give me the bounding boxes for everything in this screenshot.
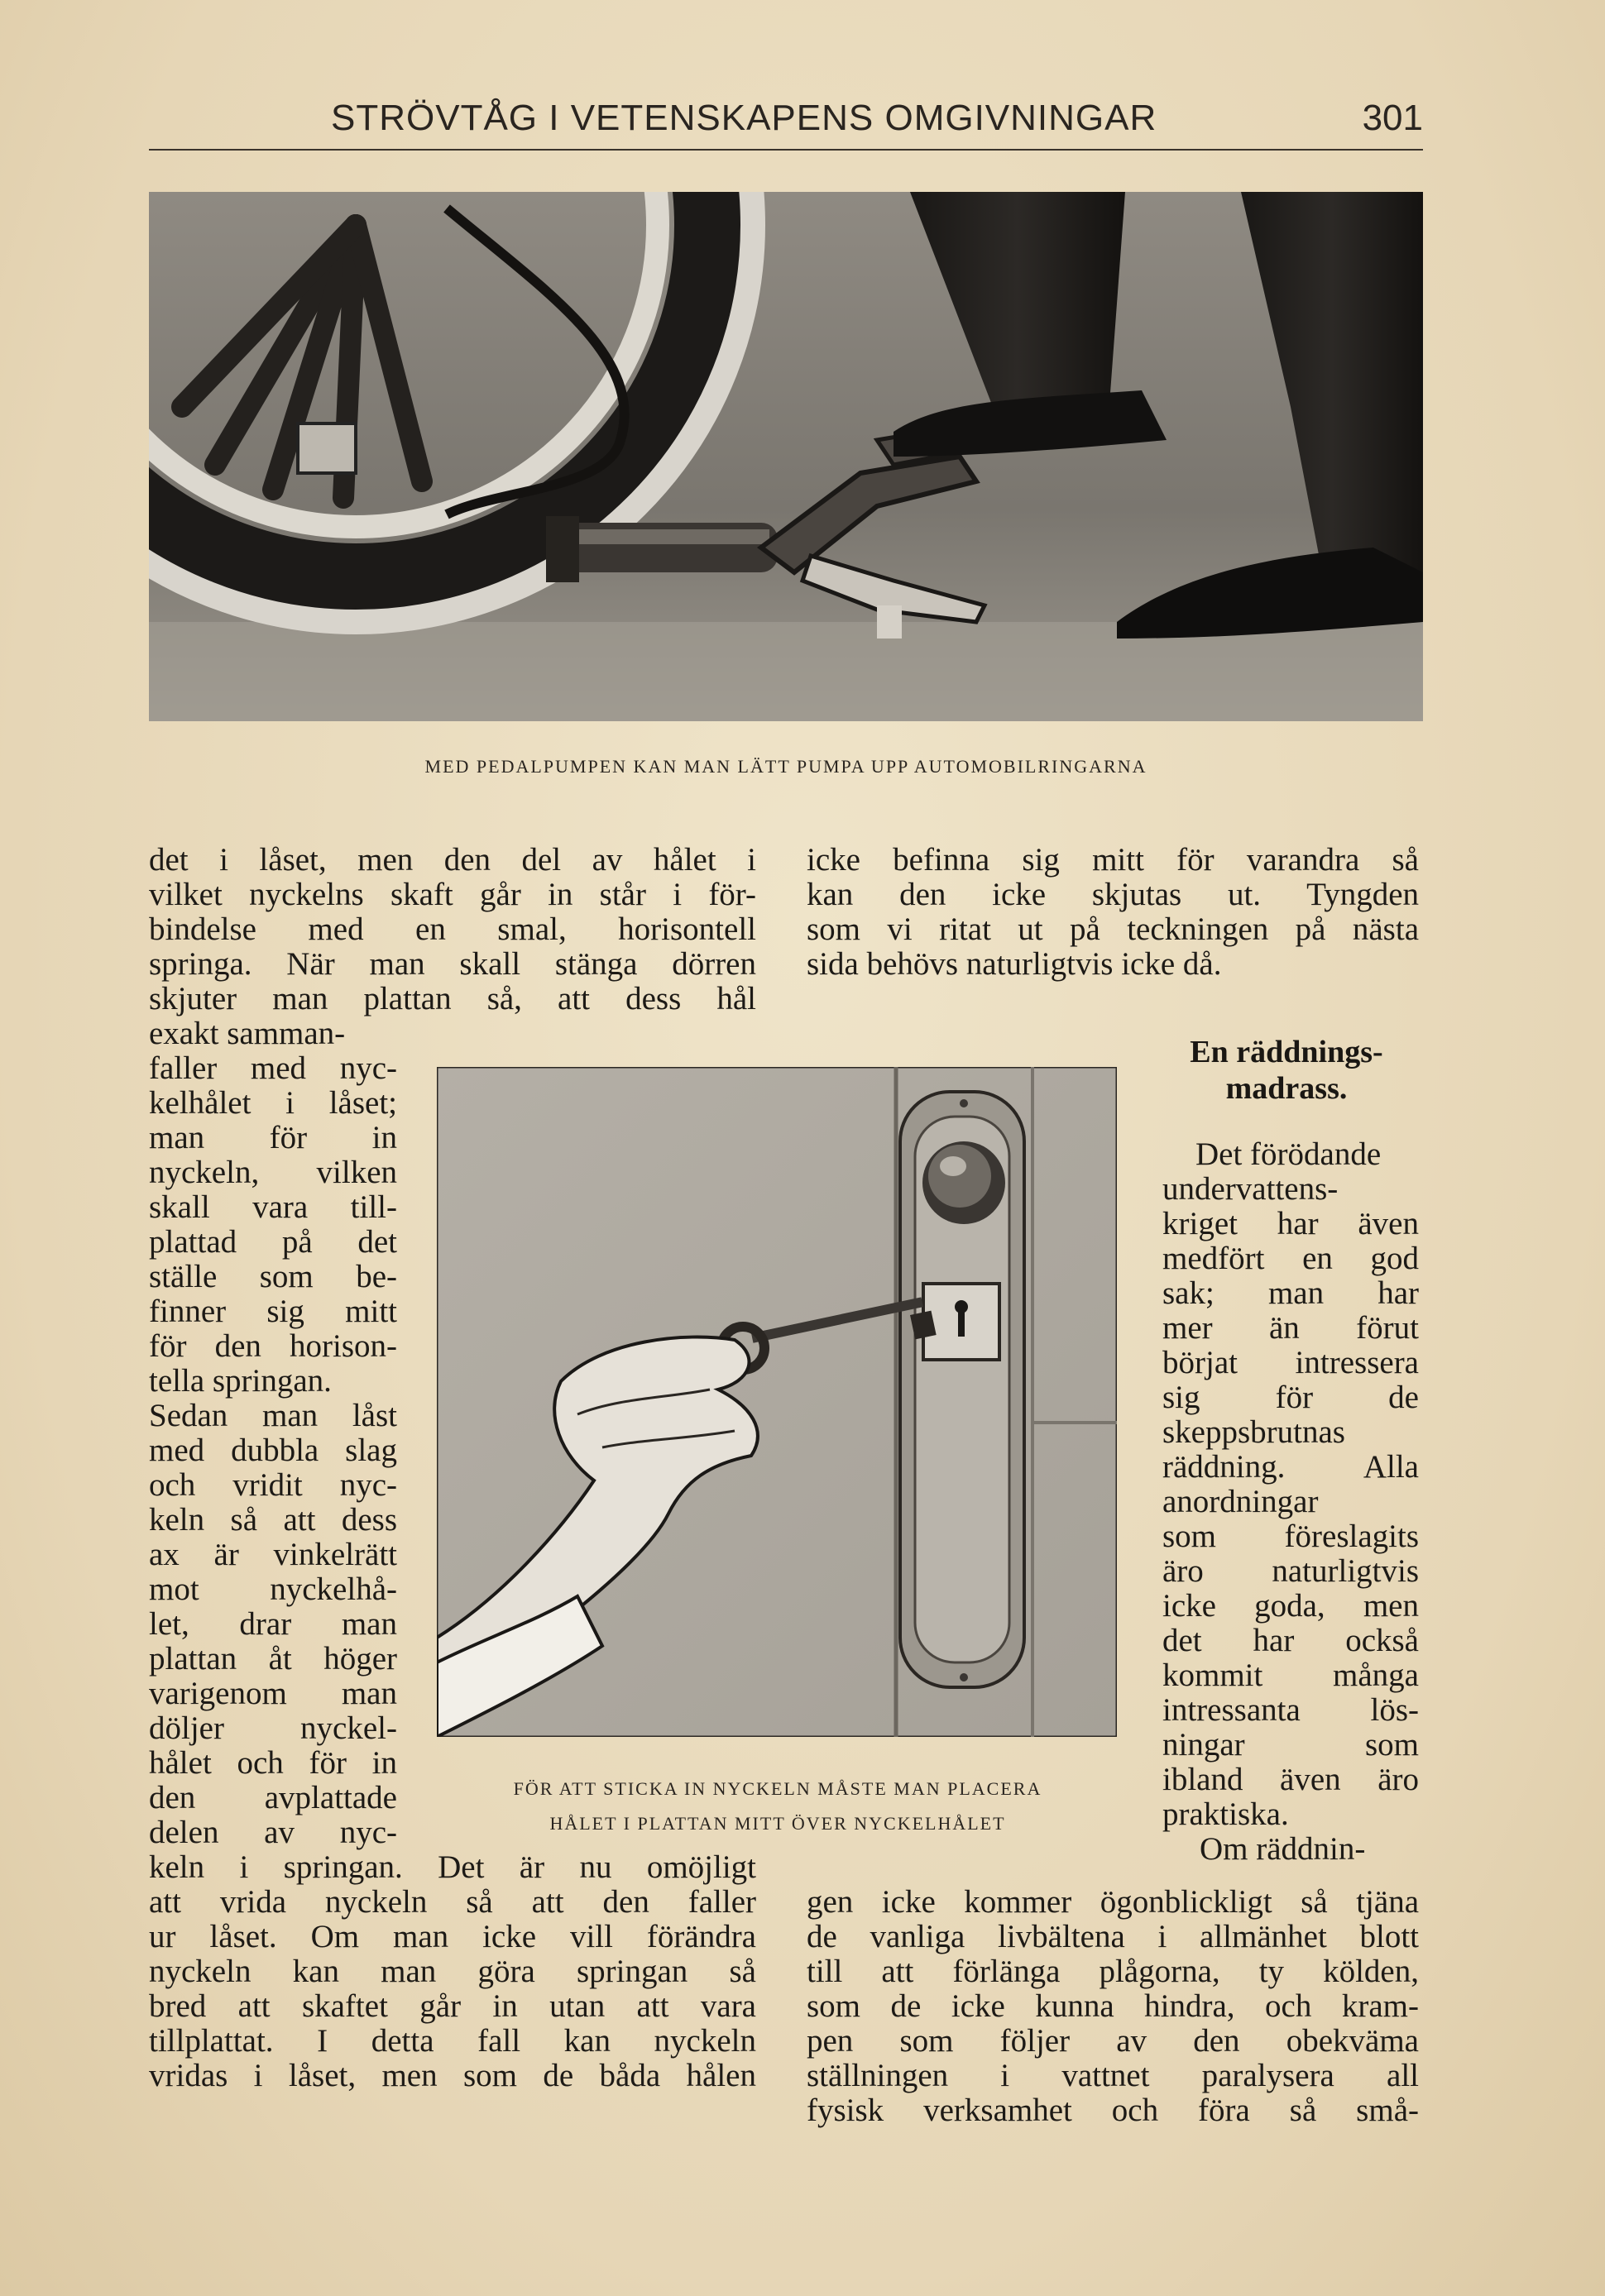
text-line: mer än förut <box>1162 1310 1419 1346</box>
text-line: kriget har även <box>1162 1206 1419 1241</box>
text-line: till att förlänga plågorna, ty kölden, <box>807 1954 1419 1989</box>
text-line: man för in <box>149 1120 397 1155</box>
section-heading: madrass. <box>1225 1071 1348 1106</box>
text-line: gen icke kommer ögonblickligt så tjäna <box>807 1884 1419 1920</box>
text-line: skall vara till- <box>149 1189 397 1225</box>
pump-caption: MED PEDALPUMPEN KAN MAN LÄTT PUMPA UPP AUTOMOBILRINGARNA <box>424 756 1147 777</box>
text-line: sak; man har <box>1162 1275 1419 1311</box>
text-line: springa. När man skall stänga dörren <box>149 946 756 982</box>
text-line: icke befinna sig mitt för varandra så <box>807 842 1419 878</box>
page-number: 301 <box>1362 98 1423 138</box>
text-line: Om räddnin- <box>1200 1831 1366 1867</box>
section-heading: En räddnings- <box>1190 1035 1383 1069</box>
text-line: delen av nyc- <box>149 1815 397 1850</box>
text-line: döljer nyckel- <box>149 1710 397 1746</box>
text-line: som de icke kunna hindra, och kram- <box>807 1988 1419 2024</box>
text-line: exakt samman- <box>149 1016 346 1051</box>
text-line: Det förödande <box>1195 1136 1382 1172</box>
key-lock-illustration <box>437 1067 1117 1737</box>
text-line: sig för de <box>1162 1380 1419 1415</box>
text-line: let, drar man <box>149 1606 397 1642</box>
text-line: det i låset, men den del av hålet i <box>149 842 756 878</box>
text-line: keln så att dess <box>149 1502 397 1538</box>
text-line: kelhålet i låset; <box>149 1085 397 1121</box>
text-line: tella springan. <box>149 1363 332 1399</box>
text-line: ställe som be- <box>149 1259 397 1294</box>
text-line: ibland även äro <box>1162 1762 1419 1797</box>
lock-escutcheon <box>900 1092 1024 1687</box>
text-line: praktiska. <box>1162 1796 1289 1832</box>
text-line: intressanta lös- <box>1162 1692 1419 1728</box>
text-line: äro naturligtvis <box>1162 1553 1419 1589</box>
pedal-pump-photo <box>149 192 1423 721</box>
text-line: räddning. Alla <box>1162 1449 1419 1485</box>
text-line: ställningen i vattnet paralysera all <box>807 2058 1419 2093</box>
text-line: med dubbla slag <box>149 1433 397 1468</box>
text-line: skeppsbrutnas <box>1162 1414 1345 1450</box>
text-line: skjuter man plattan så, att dess hål <box>149 981 756 1016</box>
text-line: det har också <box>1162 1623 1419 1658</box>
text-line: nyckeln kan man göra springan så <box>149 1954 756 1989</box>
text-line: pen som följer av den obekväma <box>807 2023 1419 2059</box>
lock-caption-line: FÖR ATT STICKA IN NYCKELN MÅSTE MAN PLACERA <box>513 1778 1042 1799</box>
running-header: STRÖVTÅG I VETENSKAPENS OMGIVNINGAR <box>331 98 1157 138</box>
text-line: undervattens- <box>1162 1171 1339 1207</box>
text-line: ax är vinkelrätt <box>149 1537 397 1572</box>
text-line: anordningar <box>1162 1484 1319 1519</box>
text-line: för den horison- <box>149 1328 397 1364</box>
text-line: mot nyckelhå- <box>149 1571 397 1607</box>
text-line: bred att skaftet går in utan att vara <box>149 1988 756 2024</box>
text-line: bindelse med en smal, horisontell <box>149 911 756 947</box>
text-line: börjat intressera <box>1162 1345 1419 1380</box>
text-line: den avplattade <box>149 1780 397 1815</box>
text-line: plattan åt höger <box>149 1641 397 1677</box>
text-line: vilket nyckelns skaft går in står i för- <box>149 877 756 912</box>
text-line: keln i springan. Det är nu omöjligt <box>149 1849 756 1885</box>
text-line: icke goda, men <box>1162 1588 1419 1624</box>
text-line: som vi ritat ut på teckningen på nästa <box>807 911 1419 947</box>
text-line: Sedan man låst <box>149 1398 397 1433</box>
text-line: de vanliga livbältena i allmänhet blott <box>807 1919 1419 1954</box>
text-line: kommit många <box>1162 1657 1419 1693</box>
text-line: nyckeln, vilken <box>149 1155 397 1190</box>
text-line: sida behövs naturligtvis icke då. <box>807 946 1222 982</box>
text-line: som föreslagits <box>1162 1519 1419 1554</box>
text-line: medfört en god <box>1162 1241 1419 1276</box>
text-line: faller med nyc- <box>149 1050 397 1086</box>
text-line: varigenom man <box>149 1676 397 1711</box>
text-line: plattad på det <box>149 1224 397 1260</box>
lock-caption-line: HÅLET I PLATTAN MITT ÖVER NYCKELHÅLET <box>549 1813 1006 1834</box>
text-line: fysisk verksamhet och föra så små- <box>807 2093 1419 2128</box>
text-line: ur låset. Om man icke vill förändra <box>149 1919 756 1954</box>
text-line: hålet och för in <box>149 1745 397 1781</box>
header-rule <box>149 149 1423 151</box>
text-line: tillplattat. I detta fall kan nyckeln <box>149 2023 756 2059</box>
text-line: vridas i låset, men som de båda hålen <box>149 2058 756 2093</box>
text-line: och vridit nyc- <box>149 1467 397 1503</box>
text-line: kan den icke skjutas ut. Tyngden <box>807 877 1419 912</box>
text-line: ningar som <box>1162 1727 1419 1763</box>
text-line: att vrida nyckeln så att den faller <box>149 1884 756 1920</box>
text-line: finner sig mitt <box>149 1294 397 1329</box>
